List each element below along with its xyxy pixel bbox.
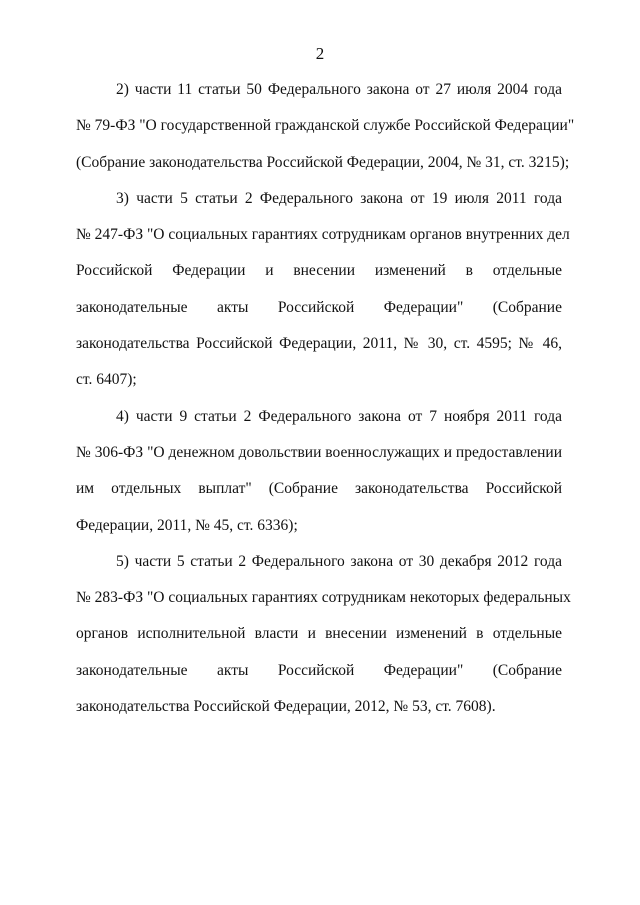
text-line: органов исполнительной власти и внесении изменений в отдельные bbox=[76, 625, 562, 643]
text-line: Федерации, 2011, № 45, ст. 6336); bbox=[76, 516, 298, 534]
page-number: 2 bbox=[315, 44, 325, 63]
text-line: № 247-ФЗ "О социальных гарантиях сотрудникам органов внутренних дел bbox=[76, 226, 570, 244]
text-line: (Собрание законодательства Российской Федерации, 2004, № 31, ст. 3215); bbox=[76, 153, 570, 171]
text-line: № 306-ФЗ "О денежном довольствии военнослужащих и предоставлении bbox=[76, 443, 562, 461]
text-line: № 283-ФЗ "О социальных гарантиях сотрудникам некоторых федеральных bbox=[76, 589, 571, 607]
text-line: законодательства Российской Федерации, 2012, № 53, ст. 7608). bbox=[76, 698, 496, 716]
document-body bbox=[76, 80, 575, 733]
text-line: 3) части 5 статьи 2 Федерального закона от 19 июля 2011 года bbox=[116, 189, 562, 207]
text-line: № 79-ФЗ "О государственной гражданской службе Российской Федерации" bbox=[76, 117, 575, 135]
text-line: Российской Федерации и внесении изменений в отдельные bbox=[76, 262, 562, 280]
text-line: ст. 6407); bbox=[76, 371, 137, 389]
text-line: им отдельных выплат" (Собрание законодательства Российской bbox=[76, 480, 562, 498]
text-line: 2) части 11 статьи 50 Федерального закона от 27 июля 2004 года bbox=[116, 81, 562, 98]
text-line: 4) части 9 статьи 2 Федерального закона от 7 ноября 2011 года bbox=[116, 407, 562, 425]
text-line: законодательные акты Российской Федерации" (Собрание bbox=[76, 298, 562, 316]
text-line: законодательства Российской Федерации, 2011, № 30, ст. 4595; № 46, bbox=[76, 335, 562, 353]
text-line: законодательные акты Российской Федерации" (Собрание bbox=[76, 661, 562, 679]
text-line: 5) части 5 статьи 2 Федерального закона от 30 декабря 2012 года bbox=[116, 552, 562, 570]
